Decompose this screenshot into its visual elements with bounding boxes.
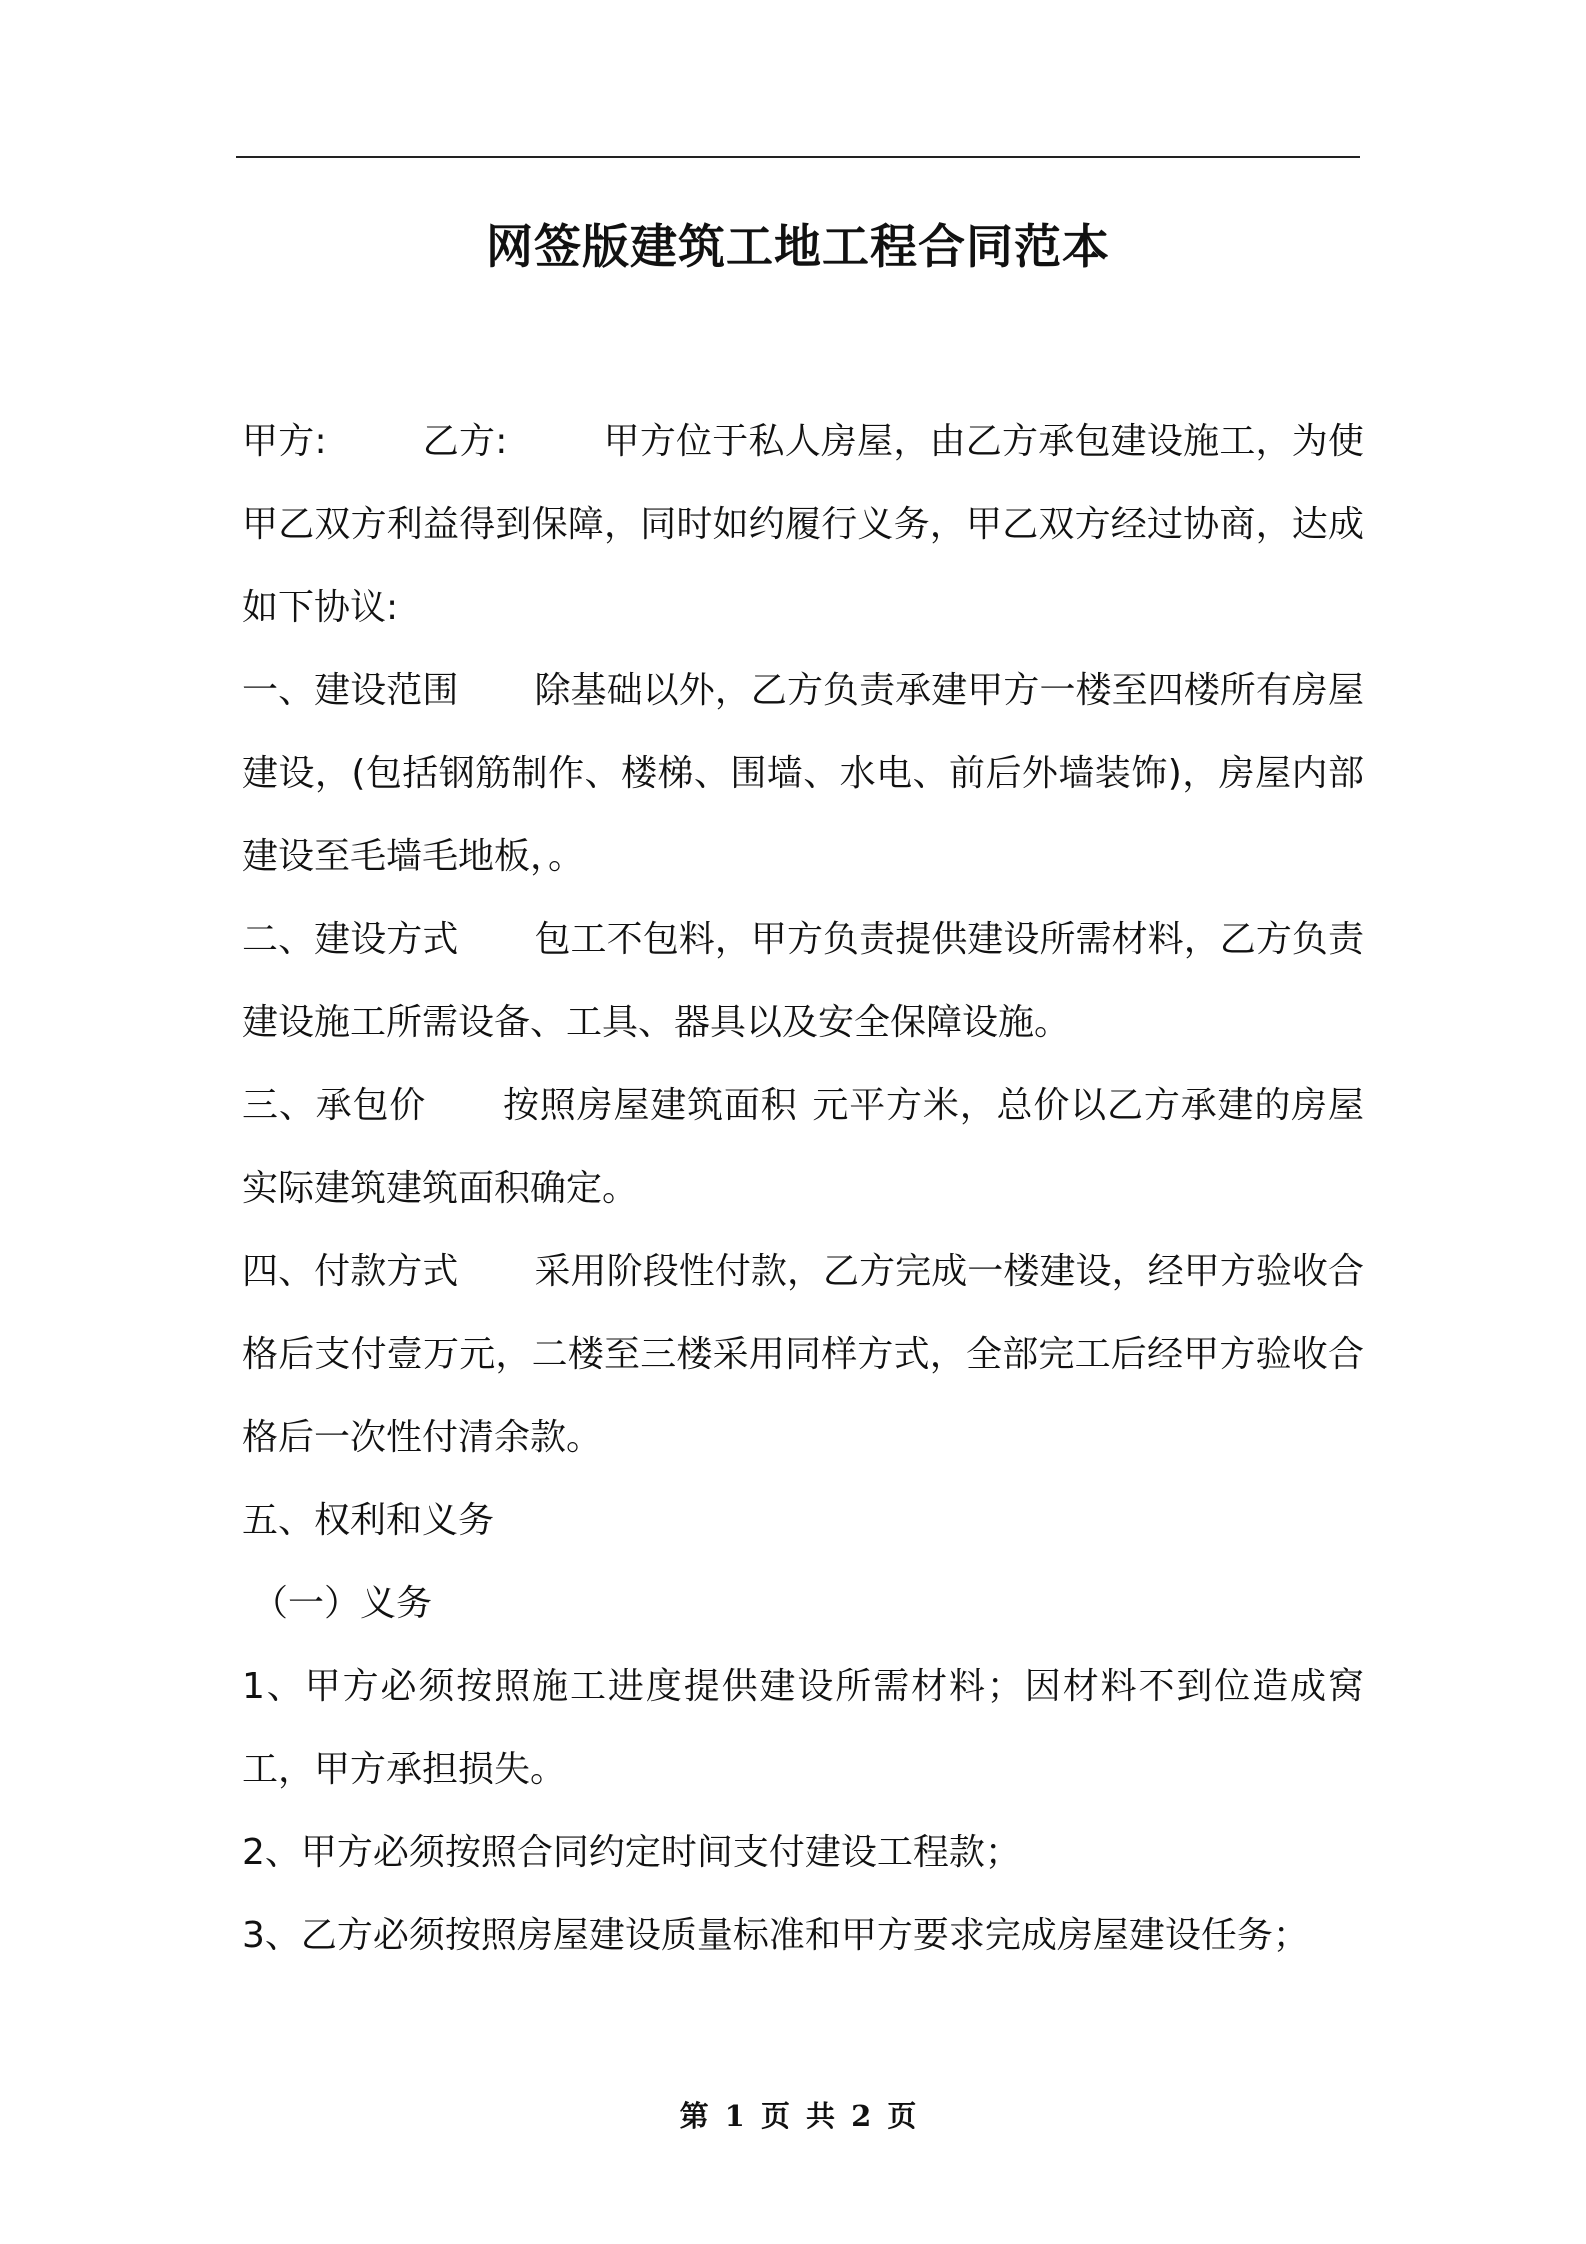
section-text: 除基础以外，乙方负责承建甲方一楼至四楼所有房屋建设，(包括钢筋制作、楼梯、围墙、水电、前后外墙装饰)，房屋内部建设至毛墙毛地板，。 [242,670,1364,877]
party-a-label: 甲方: [242,421,327,462]
section-heading: 二、建设方式 [242,919,459,960]
section-heading: 三、承包价 [242,1085,427,1126]
subsection-heading: （一）义务 [252,1583,433,1624]
header-rule [236,156,1360,158]
section-text: 采用阶段性付款，乙方完成一楼建设，经甲方验收合格后支付壹万元，二楼至三楼采用同样方式，全部完工后经甲方验收合格后一次性付清余款。 [242,1251,1364,1458]
obligation-item: 1、甲方必须按照施工进度提供建设所需材料；因材料不到位造成窝工，甲方承担损失。 [242,1666,1364,1790]
document-title: 网签版建筑工地工程合同范本 [486,220,1110,275]
section-rights [242,1479,1364,1562]
section-method [242,898,1364,1064]
section-payment [242,1230,1364,1479]
obligation-item: 3、乙方必须按照房屋建设质量标准和甲方要求完成房屋建设任务； [242,1915,1309,1956]
section-text-after: 元平方米，总价以乙方承建的房屋实际建筑建筑面积确定。 [242,1085,1364,1209]
intro-paragraph [242,400,1364,649]
obligation-item: 2、甲方必须按照合同约定时间支付建设工程款； [242,1832,1021,1873]
section-heading: 四、付款方式 [242,1251,459,1292]
section-price [242,1064,1364,1230]
section-heading: 五、权利和义务 [242,1500,495,1541]
page-footer: 第 1 页 共 2 页 [679,2099,917,2133]
section-scope [242,649,1364,898]
section-text: 包工不包料，甲方负责提供建设所需材料，乙方负责建设施工所需设备、工具、器具以及安全保障设施。 [242,919,1364,1043]
party-b-label: 乙方: [422,421,508,462]
section-heading: 一、建设范围 [242,670,459,711]
document-body [242,400,1364,1977]
section-text-before: 按照房屋建筑面积 [502,1085,798,1126]
intro-text: 甲方位于私人房屋，由乙方承包建设施工，为使甲乙双方利益得到保障，同时如约履行义务，甲乙双方经过协商，达成如下协议: [242,421,1364,628]
